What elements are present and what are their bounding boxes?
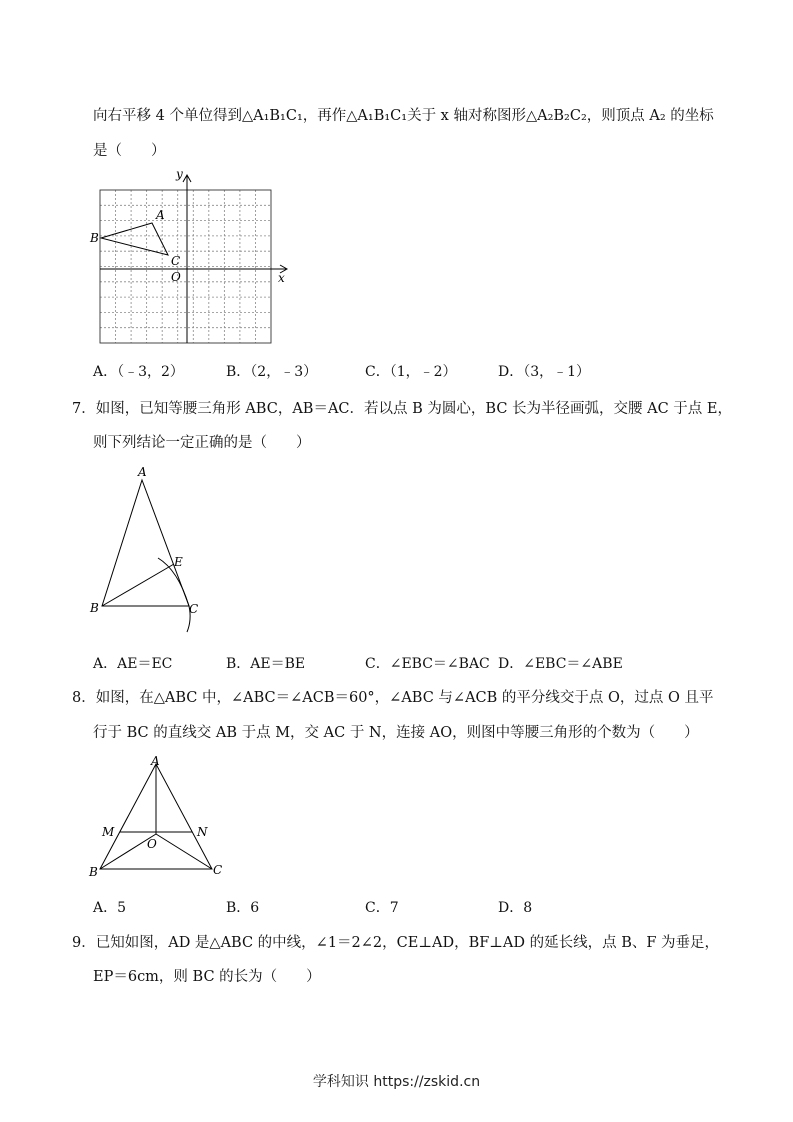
label-c: C (171, 254, 181, 268)
q8-text-line2: 行于 BC 的直线交 AB 于点 M，交 AC 于 N，连接 AO，则图中等腰三角形的个数为（ ） (93, 725, 699, 741)
label-a: A (156, 208, 165, 222)
q7-options (0, 653, 793, 673)
label-a: A (138, 465, 147, 479)
q6-option-b: B．（2，﹣3） (226, 364, 318, 380)
q8-text-line1: 8．如图，在△ABC 中，∠ABC＝∠ACB＝60°，∠ABC 与∠ACB 的平分线交于点 O，过点 O 且平 (72, 690, 714, 706)
q7-triangle-figure (86, 462, 216, 637)
label-origin: O (171, 270, 181, 284)
q7-option-b: B．AE＝BE (226, 656, 306, 672)
label-e: E (174, 555, 183, 569)
label-n: N (197, 825, 208, 839)
q8-option-d: D．8 (498, 900, 533, 916)
label-b: B (90, 231, 99, 245)
label-c: C (189, 602, 199, 616)
q6-text-line2: 是（ ） (93, 143, 166, 159)
triangle-abc (101, 223, 168, 255)
q7-text-line1: 7．如图，已知等腰三角形 ABC，AB＝AC．若以点 B 为圆心，BC 长为半径画弧，交腰 AC 于点 E， (72, 401, 732, 417)
q6-options (0, 361, 793, 381)
label-b: B (90, 601, 99, 615)
q7-option-a: A．AE＝EC (93, 656, 173, 672)
label-m: M (102, 825, 115, 839)
q6-grid-figure (86, 166, 296, 350)
page-footer: 学科知识 https://zskid.cn (312, 1074, 481, 1090)
segment-co (156, 834, 212, 869)
q8-option-b: B．6 (226, 900, 260, 916)
q6-option-a: A．（﹣3，2） (93, 364, 184, 380)
triangle-abc (102, 480, 189, 606)
q6-text-line1: 向右平移 4 个单位得到△A₁B₁C₁，再作△A₁B₁C₁关于 x 轴对称图形△A₂B₂C₂，则顶点 A₂ 的坐标 (93, 108, 714, 124)
q6-option-d: D．（3，﹣1） (498, 364, 591, 380)
q7-option-c: C．∠EBC＝∠BAC (365, 656, 490, 672)
label-b: B (89, 865, 98, 879)
q9-text-line2: EP＝6cm，则 BC 的长为（ ） (93, 969, 321, 985)
q8-options (0, 897, 793, 917)
q8-triangle-figure (86, 752, 236, 882)
q9-text-line1: 9．已知如图，AD 是△ABC 的中线，∠1＝2∠2，CE⊥AD，BF⊥AD 的延长线，点 B、F 为垂足， (72, 935, 720, 951)
q8-option-a: A．5 (93, 900, 127, 916)
grid-lines (100, 190, 271, 343)
label-c: C (213, 863, 223, 877)
q6-option-c: C．（1，﹣2） (365, 364, 457, 380)
segment-be (102, 564, 174, 606)
q7-option-d: D．∠EBC＝∠ABE (498, 656, 623, 672)
label-o: O (147, 837, 157, 851)
q8-option-c: C．7 (365, 900, 399, 916)
arc-bc (158, 558, 190, 632)
q7-text-line2: 则下列结论一定正确的是（ ） (93, 435, 311, 451)
label-a: A (151, 754, 160, 768)
label-x: x (278, 271, 285, 285)
label-y: y (176, 167, 183, 181)
